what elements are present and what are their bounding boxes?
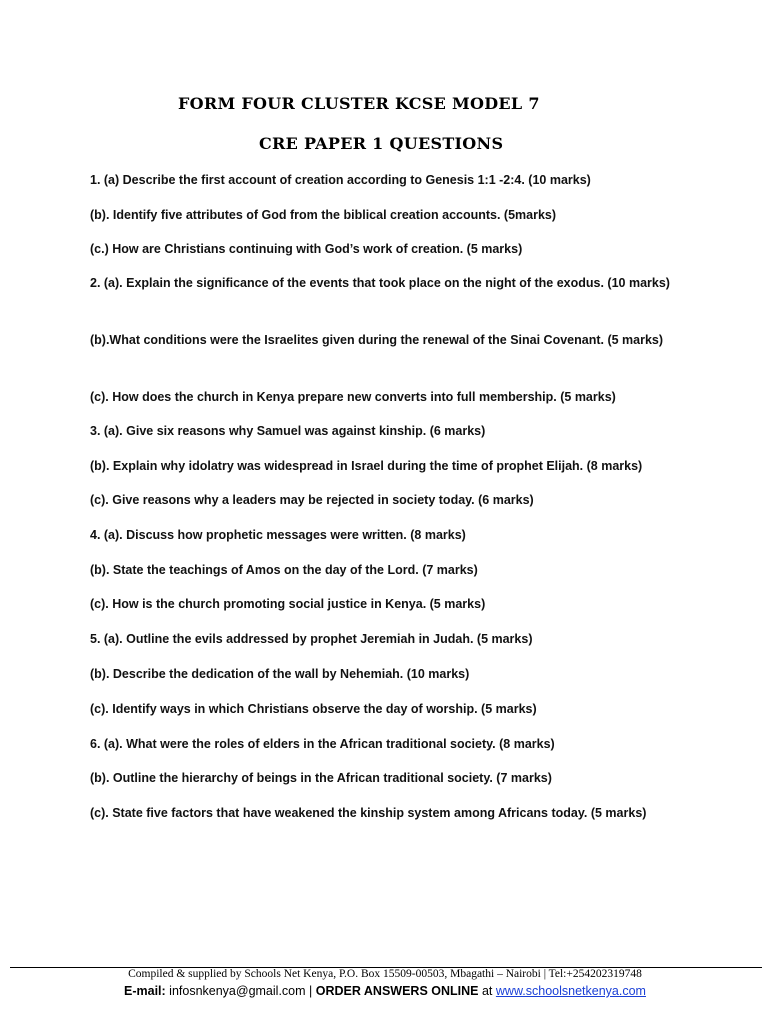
page-title: FORM FOUR CLUSTER KCSE MODEL 7 [178, 94, 540, 113]
question-4a: 4. (a). Discuss how prophetic messages were written. (8 marks) [90, 528, 466, 542]
question-1c: (c.) How are Christians continuing with God’s work of creation. (5 marks) [90, 242, 523, 256]
question-3c: (c). Give reasons why a leaders may be rejected in society today. (6 marks) [90, 493, 534, 507]
question-5b: (b). Describe the dedication of the wall by Nehemiah. (10 marks) [90, 667, 470, 681]
question-1b: (b). Identify five attributes of God from the biblical creation accounts. (5marks) [90, 208, 557, 222]
paper-subtitle: CRE PAPER 1 QUESTIONS [259, 134, 504, 153]
footer-separator: | [309, 984, 313, 998]
question-2a: 2. (a). Explain the significance of the events that took place on the night of the exodus. (10 marks) [90, 276, 670, 290]
order-answers-label: ORDER ANSWERS ONLINE [315, 984, 479, 998]
question-5a: 5. (a). Outline the evils addressed by prophet Jeremiah in Judah. (5 marks) [90, 632, 533, 646]
question-5c: (c). Identify ways in which Christians observe the day of worship. (5 marks) [90, 702, 537, 716]
question-6c: (c). State five factors that have weakened the kinship system among Africans today. (5 marks) [90, 806, 647, 820]
question-6b: (b). Outline the hierarchy of beings in the African traditional society. (7 marks) [90, 771, 552, 785]
footer-contact-line [0, 984, 770, 998]
question-2c: (c). How does the church in Kenya prepare new converts into full membership. (5 marks) [90, 390, 616, 404]
question-6a: 6. (a). What were the roles of elders in the African traditional society. (8 marks) [90, 737, 555, 751]
question-3b: (b). Explain why idolatry was widespread in Israel during the time of prophet Elijah. (8 marks) [90, 459, 643, 473]
website-link[interactable]: www.schoolsnetkenya.com [495, 984, 646, 998]
question-4c: (c). How is the church promoting social justice in Kenya. (5 marks) [90, 597, 486, 611]
question-4b: (b). State the teachings of Amos on the day of the Lord. (7 marks) [90, 563, 478, 577]
question-3a: 3. (a). Give six reasons why Samuel was against kinship. (6 marks) [90, 424, 486, 438]
question-1a: 1. (a) Describe the first account of creation according to Genesis 1:1 -2:4. (10 marks) [90, 173, 591, 187]
at-word: at [481, 984, 493, 998]
email-address: infosnkenya@gmail.com [169, 984, 306, 998]
footer-compiled-line: Compiled & supplied by Schools Net Kenya, P.O. Box 15509-00503, Mbagathi – Nairobi | Tel:+254202319748 [128, 968, 642, 980]
email-label: E-mail: [124, 984, 166, 998]
question-2b: (b).What conditions were the Israelites given during the renewal of the Sinai Covenant. (5 marks) [90, 333, 664, 347]
